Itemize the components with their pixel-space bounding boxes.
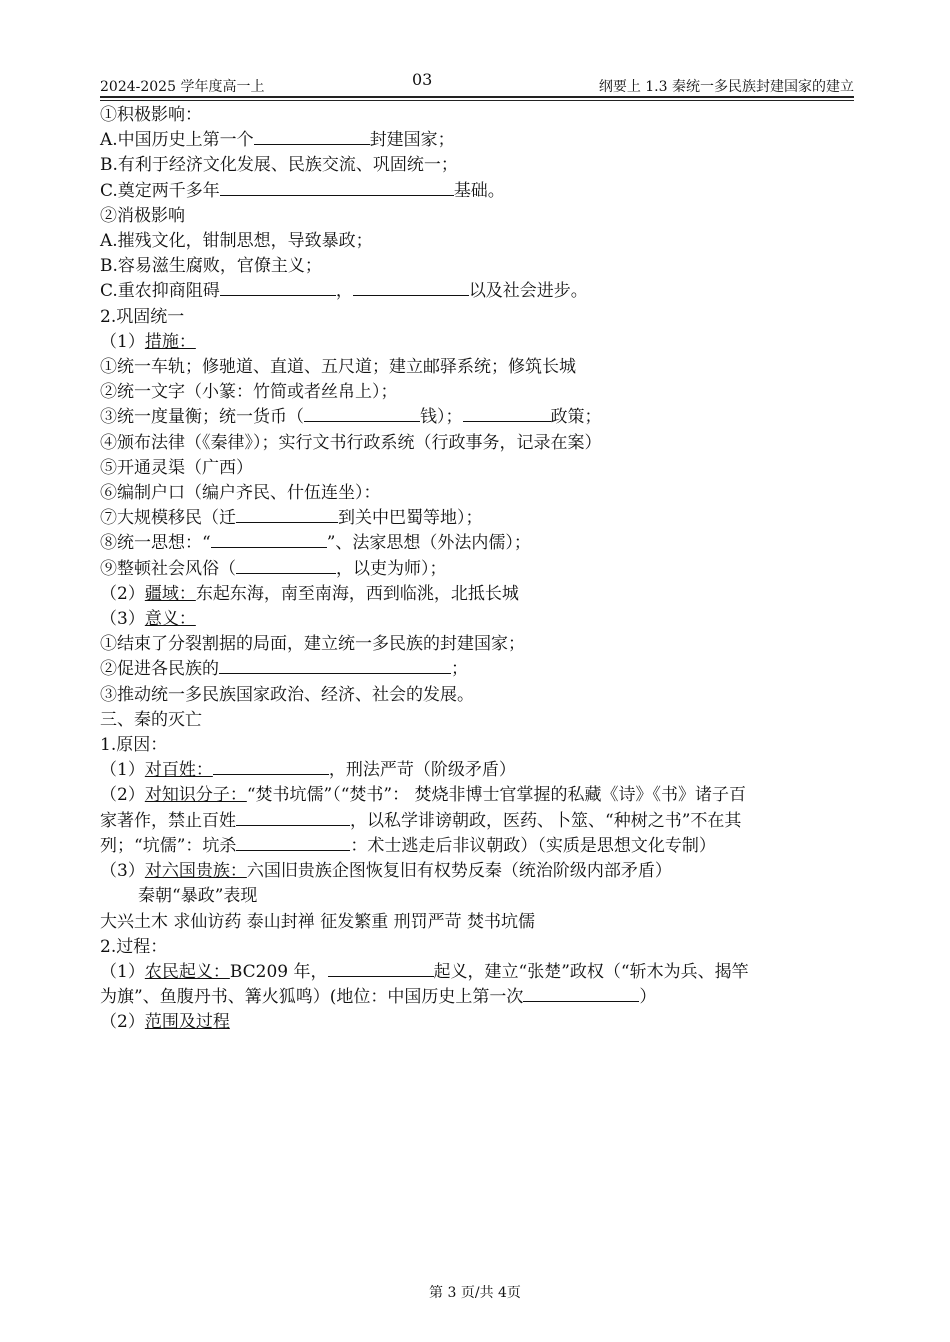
page-header — [100, 70, 854, 96]
fill-blank[interactable] — [236, 558, 336, 574]
header-term: 2024-2025 学年度高一上 — [100, 79, 265, 95]
text-line: ①统一车轨；修驰道、直道、五尺道；建立邮驿系统；修筑长城 — [100, 357, 576, 378]
text-line: ①积极影响： — [100, 105, 202, 125]
header-rule-thin — [100, 100, 854, 101]
text-line: ⑦大规模移民（迁 到关中巴蜀等地）； — [100, 508, 483, 529]
header-rule-thick — [100, 96, 854, 98]
text-line: ⑥编制户口（编户齐民、什伍连坐）： — [100, 483, 381, 504]
fill-blank[interactable] — [304, 406, 420, 422]
text-line: 大兴土木 求仙访药 泰山封禅 征发繁重 刑罚严苛 焚书坑儒 — [100, 911, 536, 932]
text-line: （2）范围及过程 — [100, 1012, 230, 1033]
text-line: 家著作，禁止百姓 ，以私学诽谤朝政，医药、卜筮、“种树之书”不在其 — [100, 810, 742, 831]
fill-blank[interactable] — [220, 180, 454, 196]
text-line: （3）对六国贵族：六国旧贵族企图恢复旧有权势反秦（统治阶级内部矛盾） — [100, 861, 672, 882]
page-number: 第 3 页/共 4页 — [429, 1285, 521, 1301]
fill-blank[interactable] — [236, 835, 350, 851]
text-line: ②统一文字（小篆：竹简或者丝帛上）； — [100, 382, 398, 403]
fill-blank[interactable] — [463, 406, 551, 422]
header-lesson-title: 纲要上 1.3 秦统一多民族封建国家的建立 — [598, 79, 854, 95]
text-line: （1）农民起义：BC209 年， 起义，建立“张楚”政权（“斩木为兵、揭竿 — [100, 961, 749, 982]
text-line: B.有利于经济文化发展、民族交流、巩固统一； — [100, 155, 458, 176]
text-line: 2.过程： — [100, 936, 168, 957]
text-line: ①结束了分裂割据的局面，建立统一多民族的封建国家； — [100, 634, 525, 655]
text-line: A.中国历史上第一个 封建国家； — [100, 130, 455, 151]
text-line: ⑨整顿社会风俗（ ，以吏为师）； — [100, 558, 447, 579]
fill-blank[interactable] — [328, 961, 434, 977]
text-line: ③推动统一多民族国家政治、经济、社会的发展。 — [100, 684, 474, 705]
text-line: 秦朝“暴政”表现 — [138, 886, 258, 907]
fill-blank[interactable] — [220, 280, 336, 296]
text-line: 列；“坑儒”：坑杀 ：术士逃走后非议朝政）（实质是思想文化专制） — [100, 835, 716, 856]
worksheet-body — [100, 103, 860, 1036]
text-line: 1.原因： — [100, 735, 168, 756]
text-line: （3）意义： — [100, 609, 196, 630]
fill-blank[interactable] — [353, 280, 469, 296]
text-line: B.容易滋生腐败，官僚主义； — [100, 256, 322, 277]
text-line: ②消极影响 — [100, 205, 185, 226]
text-line: ③统一度量衡；统一货币（ 钱）； 政策； — [100, 407, 602, 428]
text-line: ⑧统一思想：“ ”、法家思想（外法内儒）； — [100, 533, 531, 554]
fill-blank[interactable] — [213, 759, 329, 775]
fill-blank[interactable] — [219, 658, 451, 674]
text-line: ⑤开通灵渠（广西） — [100, 457, 253, 478]
fill-blank[interactable] — [254, 129, 370, 145]
fill-blank[interactable] — [211, 532, 327, 548]
fill-blank[interactable] — [523, 986, 639, 1002]
text-line: （2）对知识分子：“焚书坑儒”（“焚书”： 焚烧非博士官掌握的私藏《诗》《书》诸子百 — [100, 785, 746, 806]
text-line: C.重农抑商阻碍 ， 以及社会进步。 — [100, 281, 588, 302]
text-line: A.摧残文化，钳制思想，导致暴政； — [100, 231, 373, 252]
text-line: C.奠定两千多年 基础。 — [100, 180, 505, 201]
fill-blank[interactable] — [236, 810, 350, 826]
text-line: 为旗”、鱼腹丹书、篝火狐鸣）(地位：中国历史上第一次 ） — [100, 987, 657, 1008]
section-heading: 三、秦的灭亡 — [100, 709, 202, 730]
text-line: 2.巩固统一 — [100, 306, 185, 327]
text-line: （1）措施： — [100, 331, 196, 352]
fill-blank[interactable] — [236, 507, 338, 523]
header-number: 03 — [412, 70, 433, 89]
text-line: （2）疆域：东起东海，南至南海，西到临洮，北抵长城 — [100, 583, 519, 604]
text-line: （1）对百姓： ，刑法严苛（阶级矛盾） — [100, 760, 516, 781]
text-line: ④颁布法律（《秦律》）；实行文书行政系统（行政事务，记录在案） — [100, 432, 602, 453]
text-line: ②促进各民族的 ； — [100, 659, 468, 680]
